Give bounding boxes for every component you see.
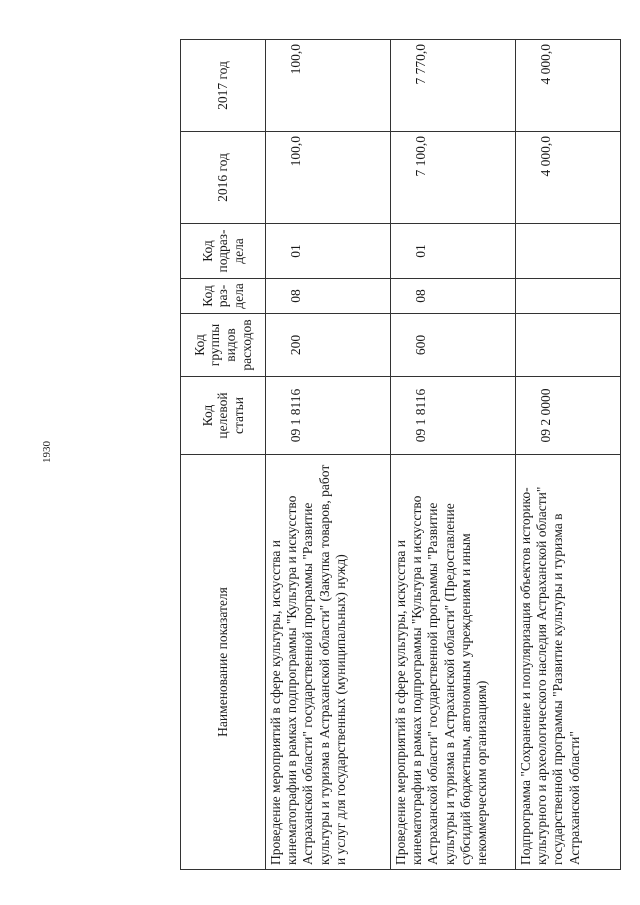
table-row (391, 40, 516, 870)
cell-year-2017: 100,0 (266, 40, 391, 132)
budget-table (180, 39, 621, 870)
table-header-row (181, 40, 266, 870)
header-year-2017: 2017 год (181, 40, 266, 132)
cell-section-code: 08 (266, 279, 391, 314)
cell-target-code: 09 1 8116 (266, 377, 391, 455)
cell-year-2017: 7 770,0 (391, 40, 516, 132)
table-row (516, 40, 621, 870)
cell-year-2016: 4 000,0 (516, 132, 621, 224)
rotated-page (180, 40, 621, 870)
table-row (266, 40, 391, 870)
cell-section-code: 08 (391, 279, 516, 314)
header-name: Наименование показателя (181, 455, 266, 870)
cell-expense-group-code: 600 (391, 314, 516, 377)
header-target-code: Код целевой статьи (181, 377, 266, 455)
cell-name: Проведение мероприятий в сфере культуры, искусства и кинематографии в рамках подпрограммы "Культура и искусство Астраханской области" государственной программы "Развитие культуры и туризма в Астраханской области" (Закупка товаров, работ и услуг для государственных (муниципальных) нужд) (266, 455, 391, 870)
cell-target-code: 09 1 8116 (391, 377, 516, 455)
cell-target-code: 09 2 0000 (516, 377, 621, 455)
header-section-code: Код раз- дела (181, 279, 266, 314)
cell-year-2016: 7 100,0 (391, 132, 516, 224)
header-expense-group-code: Код группы видов расходов (181, 314, 266, 377)
cell-expense-group-code: 200 (266, 314, 391, 377)
header-subsection-code: Код подраз- дела (181, 224, 266, 279)
cell-year-2016: 100,0 (266, 132, 391, 224)
page-number: 1930 (41, 441, 53, 463)
cell-name: Проведение мероприятий в сфере культуры, искусства и кинематографии в рамках подпрограммы "Культура и искусство Астраханской области" государственной программы "Развитие культуры и туризма в Астраханской области" (Предоставление субсидий бюджетным, автономным учреждениям и иным некоммерческим организациям) (391, 455, 516, 870)
cell-year-2017: 4 000,0 (516, 40, 621, 132)
cell-name: Подпрограмма "Сохранение и популяризация объектов историко-культурного и археологического наследия Астраханской области" государственной программы "Развитие культуры и туризма в Астраханской области" (516, 455, 621, 870)
cell-subsection-code: 01 (391, 224, 516, 279)
cell-subsection-code: 01 (266, 224, 391, 279)
cell-expense-group-code (516, 314, 621, 377)
cell-section-code (516, 279, 621, 314)
cell-subsection-code (516, 224, 621, 279)
header-year-2016: 2016 год (181, 132, 266, 224)
